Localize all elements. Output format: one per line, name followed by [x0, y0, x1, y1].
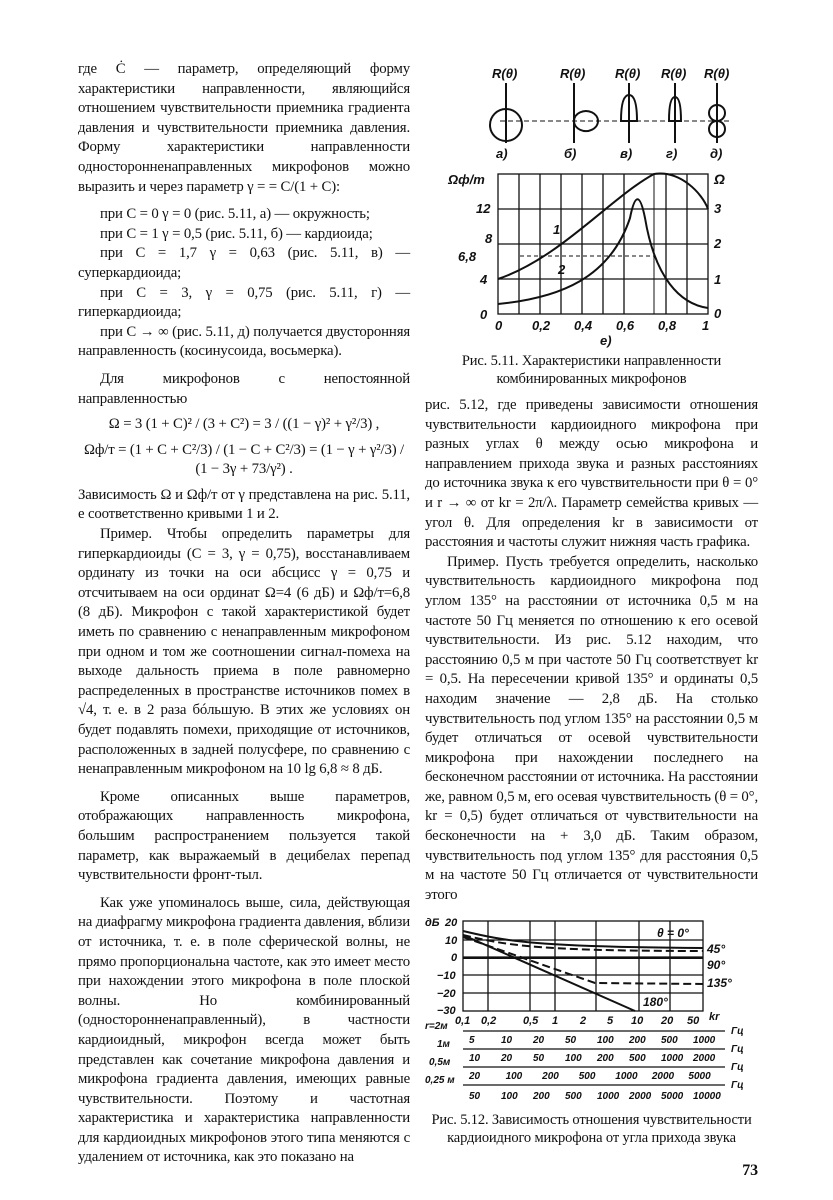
sublabel-g: г)	[666, 146, 678, 161]
tick: 10	[631, 1015, 644, 1028]
right-axis-title: Ω	[714, 171, 725, 187]
tick: 0	[495, 318, 503, 333]
paragraph: Как уже упоминалось выше, сила, действующая на диафрагму микрофона градиента давления, вблизи от источника, т. е. в поле сферической волны, не прямо пропорциональна частоте, как это имеет место при нахождении этого микрофона в поле плоской волны. Но комбинированный (односторонненаправленный), в частности кардиоидный, микрофон всегда может быть представлен как сочетание микрофона давления и микрофона градиента давления, имеющих равные чувствительности. Поэтому и частотная характеристика и характеристика направленности для кардиоидных микрофонов этого типа меняются с удалением от источника, как это показано на	[78, 894, 410, 1166]
tick: 2	[580, 1015, 587, 1028]
sublabel-b: б)	[564, 146, 577, 161]
paragraph: Для микрофонов с непостоянной направленностью	[78, 370, 410, 407]
tick: 20	[661, 1015, 674, 1028]
frequency-tick: 2000	[651, 1071, 675, 1083]
tick: 20	[445, 917, 458, 930]
row-label: 0,25 м	[425, 1075, 455, 1087]
tick: 0,5	[523, 1015, 539, 1028]
angle-label: 180°	[643, 995, 668, 1010]
frequency-tick: 1000	[615, 1071, 638, 1083]
tick: 1	[714, 272, 722, 287]
frequency-tick: 10000	[693, 1091, 721, 1103]
frequency-ticks	[468, 1035, 721, 1102]
tick: 4	[480, 272, 488, 287]
frequency-tick: 500	[565, 1091, 582, 1103]
frequency-tick: 20	[533, 1035, 545, 1047]
paragraph: при C = 1 γ = 0,5 (рис. 5.11, б) — кардиоида;	[100, 225, 373, 242]
frequency-tick: 200	[629, 1035, 646, 1047]
paragraph: Пример. Пусть требуется определить, насколько чувствительность кардиоидного микрофона под углом 135° на расстоянии от источника 0,5 м на частоте 50 Гц меняется по отношению к его осевой чувствительности. Из рис. 5.12 находим, что расстоянию 0,5 м при частоте 50 Гц соответствует kr = 0,5. На пересечении кривой 135° и ординаты 0,5 находим значение — 2,8 дБ. На столько чувствительность под углом 135° на расстоянии 0,5 м будет отличаться от осевой чувствительности микрофона при нахождении последнего на бесконечном расстоянии от источника. На расстоянии же, равном 0,5 м, его осевая чувствительность (θ = 0°, kr = 0,5) будет отличаться от чувствительности на бесконечности на + 3,0 дБ. Таким образом, чувствительность под углом 135° для расстояния 0,5 м на частоте 50 Гц отличается от чувствительности этого	[425, 553, 759, 903]
angle-label: 90°	[707, 958, 726, 973]
tick: 0,1	[455, 1015, 471, 1028]
frequency-tick: 20	[469, 1071, 481, 1083]
unit: Гц	[731, 1062, 744, 1074]
tick: 1	[552, 1015, 559, 1028]
frequency-tick: 1000	[693, 1035, 716, 1047]
tick: −30	[437, 1005, 456, 1018]
frequency-tick: 100	[597, 1035, 614, 1047]
tick: 0,6	[616, 318, 635, 333]
tick: 1	[702, 318, 710, 333]
tick: 3	[714, 201, 722, 216]
paragraph: где Ċ — параметр, определяющий форму характеристики направленности, являющийся отношением чувствительности приемника градиента давления и чувствительности приемника давления. Форму характеристики направленности односторонненаправленных микрофонов можно выразить и через параметр γ = = C/(1 + C):	[78, 61, 410, 195]
frequency-tick: 20	[501, 1053, 513, 1065]
frequency-tick: 1000	[661, 1053, 684, 1065]
page-number: 73	[742, 1162, 758, 1180]
paragraph: Пример. Чтобы определить параметры для гиперкардиоиды (C = 3, γ = 0,75), восстанавливаем ординату из точки на оси абсцисс γ = 0,75 и отсчитываем на оси ординат Ω=4 (6 дБ) и Ωф/т=6,8 (8 дБ). Микрофон с такой характеристикой будет иметь по сравнению с ненаправленным микрофоном при одном и том же соотношении сигнал-помеха на выходе дальность приема в поле равномерно распределенных в пространстве источников помех в √4, т. е. в 2 раза бóльшую. В этих же условиях он будет подавлять помехи, приходящие от источников, расположенных в задней полусфере, по сравнению с ненаправленным микрофоном на 10 lg 6,8 ≈ 8 дБ.	[78, 526, 410, 778]
tick: 0	[480, 307, 488, 322]
y-title: дБ	[425, 917, 440, 930]
unit: Гц	[731, 1026, 744, 1038]
tick: 0,2	[481, 1015, 497, 1028]
row-label: 1м	[437, 1039, 450, 1051]
polar-label: R(θ)	[560, 66, 586, 81]
angle-label: θ = 0°	[657, 926, 689, 941]
polar-diagrams	[490, 83, 730, 143]
left-axis-title: Ωф/т	[448, 172, 485, 187]
row-label: r=2м	[425, 1021, 448, 1033]
frequency-tick: 500	[629, 1053, 646, 1065]
polar-label: R(θ)	[661, 66, 687, 81]
row-label: 0,5м	[429, 1057, 451, 1069]
frequency-tick: 50	[533, 1053, 545, 1065]
tick: 0	[714, 306, 722, 321]
frequency-tick: 500	[661, 1035, 678, 1047]
curve-label: 2	[558, 262, 566, 277]
frequency-tick: 200	[542, 1071, 559, 1083]
polar-label: R(θ)	[615, 66, 641, 81]
frequency-tick: 10	[501, 1035, 513, 1047]
tick: 0,8	[658, 318, 677, 333]
frequency-tick: 100	[501, 1091, 518, 1103]
tick: −10	[437, 970, 456, 983]
figure-5-12-caption: Рис. 5.12. Зависимость отношения чувствительности кардиоидного микрофона от угла прихода звука	[431, 1112, 752, 1147]
kr-label: kr	[709, 1011, 720, 1024]
tick: 0	[451, 952, 458, 965]
paragraph: рис. 5.12, где приведены зависимости отношения чувствительности кардиоидного микрофона при разных углах θ между осью микрофона и направлением прихода звука и разных расстояниях до источника звука к его чувствительности при θ = 0° и r → ∞ от kr = 2π/λ. Параметр семейства кривых — угол θ. Для определения kr в зависимости от расстояния и частоты служит нижняя часть графика.	[425, 397, 758, 551]
left-column	[78, 60, 410, 1168]
sublabel-e: е)	[600, 333, 612, 348]
frequency-tick: 50	[469, 1091, 481, 1103]
tick: 6,8	[458, 249, 477, 264]
formula-omega-ft: Ωф/т = (1 + C + C²/3) / (1 − C + C²/3) = (1 − γ + γ²/3) / (1 − 3γ + 73/γ²) .	[83, 441, 405, 478]
paragraph: при C = 0 γ = 0 (рис. 5.11, а) — окружность;	[100, 206, 370, 223]
sublabel-a: а)	[496, 146, 508, 161]
tick: 8	[485, 231, 493, 246]
paragraph: Кроме описанных выше параметров, отображающих направленность микрофона, большим распространением пользуется такой параметр, как выражаемый в децибелах перепад чувствительности фронт-тыл.	[78, 788, 410, 884]
curve-label: 1	[553, 222, 561, 237]
frequency-tick: 5	[469, 1035, 475, 1047]
tick: −20	[437, 988, 456, 1001]
tick: 0,2	[532, 318, 551, 333]
frequency-tick: 2000	[693, 1053, 716, 1065]
kr-ticks	[455, 1011, 720, 1027]
tick: 50	[687, 1015, 700, 1028]
tick: 0,4	[574, 318, 593, 333]
frequency-tick: 100	[505, 1071, 523, 1083]
polar-label: R(θ)	[492, 66, 518, 81]
tick: 5	[607, 1015, 614, 1028]
frequency-tick: 100	[565, 1053, 582, 1065]
polar-label: R(θ)	[704, 66, 730, 81]
angle-label: 45°	[707, 942, 726, 957]
tick: 10	[445, 935, 458, 948]
paragraph: Зависимость Ω и Ωф/т от γ представлена на рис. 5.11, е соответственно кривыми 1 и 2.	[78, 486, 410, 523]
frequency-tick: 50	[565, 1035, 577, 1047]
figure-5-12	[425, 913, 765, 1105]
right-text	[425, 396, 758, 905]
figure-5-11-caption: Рис. 5.11. Характеристики направленности комбинированных микрофонов	[461, 353, 722, 387]
frequency-tick: 10	[469, 1053, 481, 1065]
curve-135deg	[463, 937, 703, 984]
sublabel-d: д)	[710, 146, 723, 161]
frequency-tick: 5000	[661, 1091, 684, 1103]
angle-label: 135°	[707, 976, 732, 991]
paragraph: при C → ∞ (рис. 5.11, д) получается двусторонняя направленность (косинусоида, восьмерка).	[78, 323, 410, 360]
paragraph: при C = 3, γ = 0,75 (рис. 5.11, г) — гиперкардиоида;	[78, 284, 410, 321]
tick: 12	[476, 201, 491, 216]
tick: 2	[714, 236, 722, 251]
formula-omega: Ω = 3 (1 + C)² / (3 + C²) = 3 / ((1 − γ)² + γ²/3) ,	[108, 416, 380, 433]
right-column	[425, 58, 765, 1181]
frequency-tick: 5000	[688, 1071, 711, 1083]
frequency-tick: 500	[578, 1071, 596, 1083]
sublabel-v: в)	[620, 146, 633, 161]
figure-5-11	[440, 58, 740, 348]
unit: Гц	[731, 1044, 744, 1056]
frequency-tick: 200	[533, 1091, 550, 1103]
paragraph: при C = 1,7 γ = 0,63 (рис. 5.11, в) — суперкардиоида;	[78, 245, 410, 281]
frequency-tick: 1000	[597, 1091, 620, 1103]
frequency-tick: 200	[597, 1053, 614, 1065]
unit: Гц	[731, 1080, 744, 1092]
frequency-tick: 2000	[629, 1091, 652, 1103]
